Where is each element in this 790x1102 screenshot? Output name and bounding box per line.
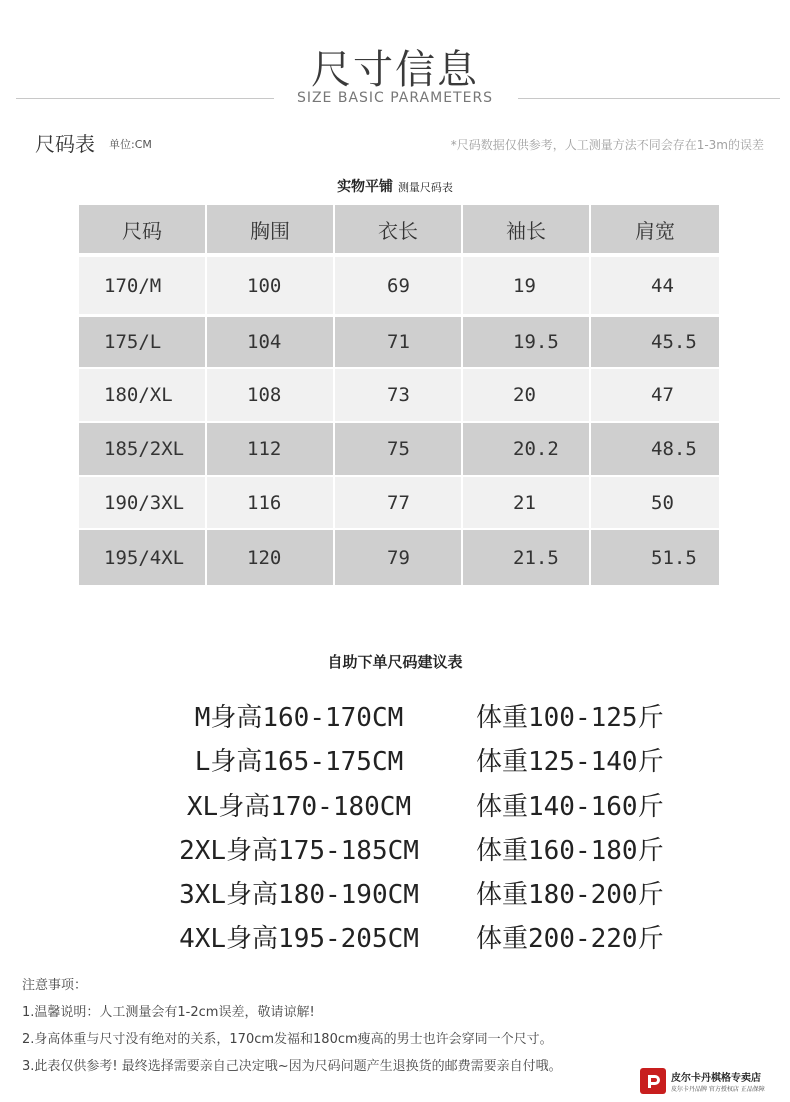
rec-weight: 体重160-180斤 xyxy=(476,836,664,866)
table-cell-size: 175/L xyxy=(79,317,205,367)
table-cell-size: 170/M xyxy=(79,257,205,314)
recommendation-title: 自助下单尺码建议表 xyxy=(327,653,463,671)
table-title-main: 实物平铺 xyxy=(337,179,394,195)
table-title xyxy=(0,176,790,196)
table-cell-shoulder: 48.5 xyxy=(591,423,719,475)
table-cell-shoulder: 51.5 xyxy=(591,530,719,585)
size-chart-label: 尺码表 xyxy=(35,132,95,156)
table-title-sub: 测量尺码表 xyxy=(397,181,453,194)
table-cell-length: 69 xyxy=(335,257,461,314)
column-header-size: 尺码 xyxy=(79,205,205,253)
page-title: 尺寸信息 xyxy=(311,47,479,93)
rec-height: L身高165-175CM xyxy=(194,747,404,777)
note-item: 1.温馨说明：人工测量会有1-2cm误差，敬请谅解! xyxy=(22,1005,315,1020)
rec-height: 4XL身高195-205CM xyxy=(179,924,419,954)
notes xyxy=(22,972,562,1080)
table-cell-chest: 100 xyxy=(207,257,333,314)
rec-weight: 体重100-125斤 xyxy=(476,703,664,733)
table-cell-chest: 104 xyxy=(207,317,333,367)
rec-weight: 体重200-220斤 xyxy=(476,924,664,954)
column-header-length: 衣长 xyxy=(335,205,461,253)
table-cell-chest: 116 xyxy=(207,477,333,528)
brand-badge xyxy=(640,1066,765,1096)
divider-right xyxy=(518,98,780,99)
column-header-chest: 胸围 xyxy=(207,205,333,253)
table-cell-chest: 112 xyxy=(207,423,333,475)
rec-weight: 体重180-200斤 xyxy=(476,880,664,910)
table-cell-sleeve: 21 xyxy=(463,477,589,528)
table-cell-sleeve: 21.5 xyxy=(463,530,589,585)
note-item: 2.身高体重与尺寸没有绝对的关系，170cm发福和180cm瘦高的男士也许会穿同一个尺寸。 xyxy=(22,1032,553,1047)
table-cell-length: 77 xyxy=(335,477,461,528)
note-item: 3.此表仅供参考! 最终选择需要亲自己决定哦~因为尺码问题产生退换货的邮费需要亲自付哦。 xyxy=(22,1059,562,1074)
rec-height: XL身高170-180CM xyxy=(186,792,412,822)
table-cell-chest: 120 xyxy=(207,530,333,585)
table-cell-shoulder: 50 xyxy=(591,477,719,528)
table-cell-size: 185/2XL xyxy=(79,423,205,475)
rec-height: M身高160-170CM xyxy=(194,703,404,733)
table-cell-sleeve: 19.5 xyxy=(463,317,589,367)
table-cell-size: 195/4XL xyxy=(79,530,205,585)
table-cell-shoulder: 45.5 xyxy=(591,317,719,367)
page-subtitle: SIZE BASIC PARAMETERS xyxy=(296,90,494,106)
table-cell-sleeve: 20 xyxy=(463,369,589,421)
table-cell-chest: 108 xyxy=(207,369,333,421)
table-cell-size: 190/3XL xyxy=(79,477,205,528)
brand-name: 皮尔卡丹棋格专卖店 xyxy=(671,1073,761,1084)
rec-height: 3XL身高180-190CM xyxy=(179,880,419,910)
rec-weight: 体重140-160斤 xyxy=(476,792,664,822)
measurement-note: *尺码数据仅供参考，人工测量方法不同会存在1-3m的误差 xyxy=(450,138,764,152)
column-header-sleeve: 袖长 xyxy=(463,205,589,253)
table-cell-sleeve: 20.2 xyxy=(463,423,589,475)
notes-heading: 注意事项： xyxy=(22,978,88,993)
table-cell-length: 75 xyxy=(335,423,461,475)
brand-logo-icon xyxy=(640,1068,666,1094)
rec-weight: 体重125-140斤 xyxy=(476,747,664,777)
table-cell-sleeve: 19 xyxy=(463,257,589,314)
size-table xyxy=(79,205,719,585)
table-cell-length: 79 xyxy=(335,530,461,585)
table-cell-size: 180/XL xyxy=(79,369,205,421)
table-cell-length: 73 xyxy=(335,369,461,421)
column-header-shoulder: 肩宽 xyxy=(591,205,719,253)
unit-label: 单位:CM xyxy=(109,138,152,151)
table-cell-shoulder: 47 xyxy=(591,369,719,421)
rec-height: 2XL身高175-185CM xyxy=(179,836,419,866)
table-cell-shoulder: 44 xyxy=(591,257,719,314)
brand-subtitle: 皮尔卡丹品牌 官方授权店 正品保障 xyxy=(671,1086,765,1093)
table-cell-length: 71 xyxy=(335,317,461,367)
